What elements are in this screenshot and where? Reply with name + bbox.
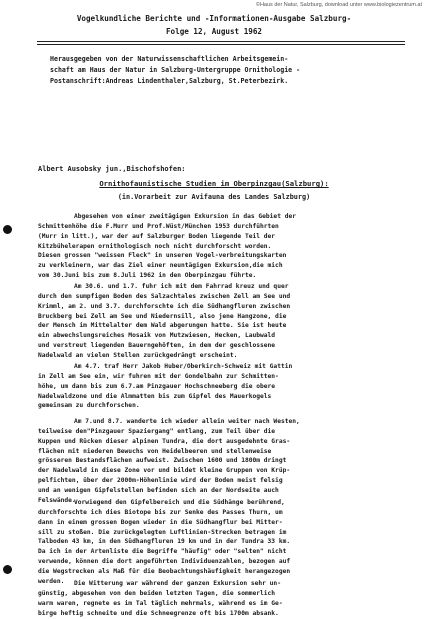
- paragraph-line: Am 4.7. traf Herr Jakob Huber/Oberkirch-Schweiz mit Gattin: [74, 363, 293, 370]
- paragraph-line: in Zell am See ein, wir fuhren mit der Gondelbahn zur Schmitten-: [38, 372, 279, 380]
- paragraph-line: höhe, um dann bis zum 6.7.am Pinzgauer Hochschneeberg die obere: [38, 382, 276, 390]
- paragraph-line: zu verkleinern, war das Ziel einer neuntägigen Exkursion,die mich: [38, 262, 283, 270]
- paragraph-line: pelfichten, über der 2000m-Höhenlinie wird der Boden meist felsig: [38, 477, 283, 485]
- punch-hole-bottom: [3, 565, 12, 574]
- paragraph-line: werden.: [38, 577, 65, 585]
- paragraph-line: durch den sumpfigen Boden des Salzachtales zwischen Zell am See und: [38, 292, 291, 300]
- paragraph-line: durchforschte ich dies Biotope bis zur Senke des Passes Thurn, um: [38, 508, 283, 516]
- paragraph-line: Diesen grossen "weissen Fleck" in unseren Vogel-verbreitungskarten: [38, 252, 287, 260]
- article-author: Albert Ausobsky jun.,Bischofshofen:: [38, 165, 186, 173]
- header-rule-bottom: [37, 44, 405, 45]
- paragraph-line: verwende, können die dort angeführten Individuenzahlen, bezogen auf: [38, 558, 291, 566]
- publisher-line: schaft am Haus der Natur in Salzburg-Untergruppe Ornithologie -: [50, 66, 301, 74]
- paragraph-line: vom 30.Juni bis zum 8.Juli 1962 in den Oberpinzgau führte.: [38, 272, 257, 280]
- paragraph-line: die Wegstrecken als Maß für die Beobachtungshäufigkeit herangezogen: [38, 567, 291, 575]
- paragraph-line: dann in einem grossen Bogen wieder in die Südhangflur bei Mitter-: [38, 518, 283, 526]
- article-subtitle: (in.Vorarbeit zur Avifauna des Landes Salzburg): [117, 193, 311, 201]
- publisher-line: Herausgegeben von der Naturwissenschaftlichen Arbeitsgemein-: [50, 55, 289, 63]
- paragraph-line: grösseren Bestandsflächen aufweist. Zwischen 1600 und 1800m dringt: [38, 457, 287, 465]
- paragraph-line: sill zu stoßen. Die zurückgelegten Luftlinien-Strecken betragen im: [38, 528, 287, 536]
- paragraph-line: Krimml, am 2. und 3.7. durchforschte ich die Südhangfluren zwischen: [38, 302, 291, 310]
- paragraph-line: Da ich in der Artenliste die Begriffe "häufig" oder "selten" nicht: [38, 548, 287, 556]
- paragraph-line: Abgesehen von einer zweitägigen Exkursion in das Gebiet der: [74, 213, 297, 220]
- issue-line: Folge 12, August 1962: [165, 27, 262, 36]
- paragraph-line: Felswände.: [38, 496, 76, 504]
- paragraph-line: ein abwechslungsreiches Mosaik von Mutzwiesen, Hecken, Laubwald: [38, 332, 276, 340]
- paragraph-line: flächen mit niederen Bewuchs von Heidelbeeren und stellenweise: [38, 447, 272, 455]
- paragraph-line: (Murr in litt.), war der auf Salzburger Boden liegende Teil der: [38, 232, 276, 240]
- series-title: Vogelkundliche Berichte und -Informationen-Ausgabe Salzburg-: [76, 14, 352, 23]
- publisher-line: Postanschrift:Andreas Lindenthaler,Salzburg, St.Peterbezirk.: [50, 77, 289, 85]
- paragraph-line: Am 30.6. und 1.7. fuhr ich mit dem Fahrrad kreuz und quer: [74, 283, 289, 290]
- paragraph-line: Am 7.und 8.7. wanderte ich wieder allein weiter nach Westen,: [74, 418, 300, 425]
- article-title: Ornithofaunistische Studien im Oberpinzgau(Salzburg):: [99, 179, 329, 188]
- paragraph-line: der Mensch im Mittelalter dem Wald abgerungen hatte. Sie ist heute: [38, 322, 287, 330]
- paragraph-line: der Nadelwald in diese Zone vor und bildet kleine Gruppen von Krüp-: [38, 467, 291, 475]
- paragraph-line: und an wenigen Gipfelstellen befinden sich an der Nordseite auch: [38, 486, 279, 494]
- copyright-watermark: ©Haus der Natur, Salzburg, download unter www.biologiezentrum.at: [255, 2, 422, 8]
- paragraph-line: birge heftig schneite und die Schneegrenze oft bis 1700m absank.: [38, 609, 279, 617]
- paragraph-line: gemeinsam zu durchforschen.: [38, 402, 140, 410]
- paragraph-line: teilweise den"Pinzgauer Spaziergang" entlang, zum Teil über die: [38, 427, 276, 435]
- paragraph-line: Bruckberg bei Zell am See und Niedernsill, also jene Hangzone, die: [38, 312, 287, 320]
- header-rule-top: [37, 41, 405, 42]
- punch-hole-top: [3, 225, 12, 234]
- paragraph-line: Talboden 43 km, in den Südhangfluren 19 km und in der Tundra 33 km.: [38, 538, 291, 546]
- paragraph-line: warm waren, regnete es im Tal täglich mehrmals, während es im Ge-: [38, 599, 283, 607]
- paragraph-line: günstig, abgesehen von den beiden letzten Tagen, die sommerlich: [38, 589, 276, 597]
- paragraph-line: Die Witterung war während der ganzen Exkursion sehr un-: [74, 580, 281, 587]
- paragraph-line: Nadelwald an vielen Stellen zurückgedrängt erscheint.: [38, 351, 238, 359]
- paragraph-line: Vorwiegend den Gipfelbereich und die Südhänge berührend,: [74, 499, 285, 506]
- paragraph-line: Schmittenhöhe die F.Murr und Prof.Wüst/München 1953 durchführten: [38, 222, 279, 230]
- paragraph-line: Kuppen und Rücken dieser alpinen Tundra, die dort ausgedehnte Gras-: [38, 437, 291, 445]
- paragraph-line: Nadelwaldzone und die Almmatten bis zum Gipfel des Mauerkogels: [38, 392, 272, 400]
- paragraph-line: Kitzbühelerapen ornithologisch noch nicht durchforscht worden.: [38, 242, 272, 250]
- paragraph-line: und verstreut liegenden Bauerngehöften, in dem der geschlossene: [38, 342, 276, 350]
